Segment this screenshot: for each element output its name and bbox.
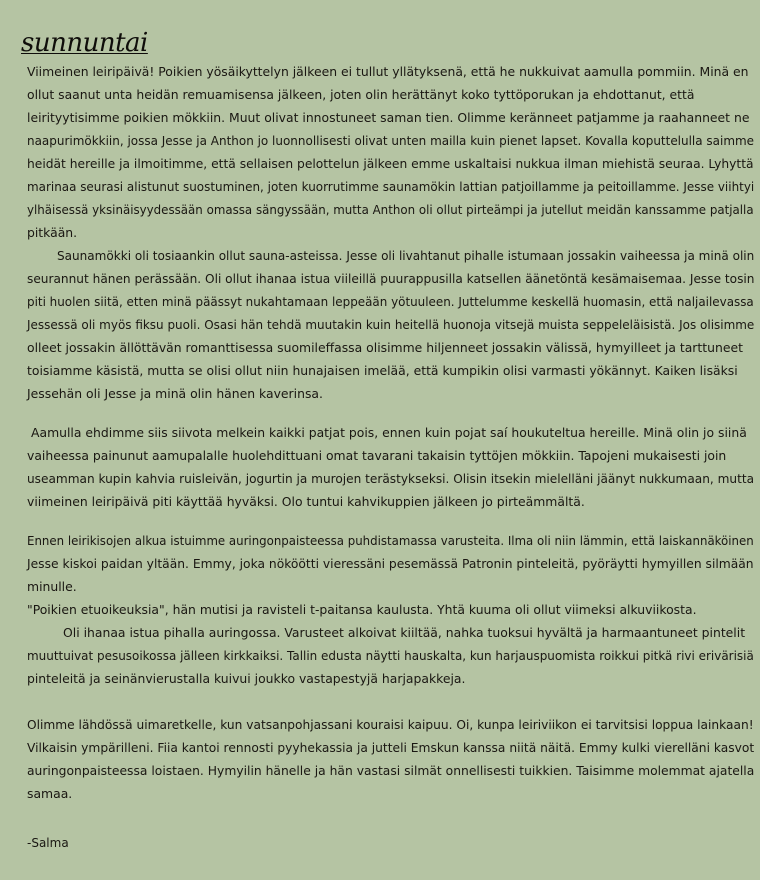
text-line: ollut saanut unta heidän remuamisensa jälkeen, joten olin herättänyt koko tyttöporukan ja ehdottanut, että	[27, 87, 695, 102]
text-line: Viimeinen leiripäivä! Poikien yösäikyttelyn jälkeen ei tullut yllätyksenä, että he nukkuivat aamulla pommiin. Minä en	[27, 64, 749, 79]
text-line: auringonpaisteessa loistaen. Hymyilin hänelle ja hän vastasi silmät onnellisesti tuikkien. Taisimme molemmat ajatella	[27, 763, 755, 778]
text-line: toisiamme käsistä, mutta se olisi ollut niin hunajaisen imelää, että kumpikin olisi varmasti yökännyt. Kaiken lisäksi	[27, 363, 738, 378]
text-line: "Poikien etuoikeuksia", hän mutisi ja ravisteli t-paitansa kaulusta. Yhtä kuuma oli ollut viimeksi alkuviikosta.	[27, 602, 697, 617]
signature: -Salma	[27, 836, 69, 850]
text-line: Ennen leirikisojen alkua istuimme auringonpaisteessa puhdistamassa varusteita. Ilma oli niin lämmin, että laiskannäköinen	[27, 533, 754, 548]
text-line: seurannut hänen perässään. Oli ollut ihanaa istua viileillä puurappusilla katsellen äänetöntä kesämaisemaa. Jesse tosin	[27, 271, 755, 286]
text-line: useamman kupin kahvia ruisleivän, jogurtin ja murojen terästykseksi. Olisin itsekin mielelläni jäänyt nukkumaan, mutta	[27, 471, 755, 486]
text-line: Saunamökki oli tosiaankin ollut sauna-asteissa. Jesse oli livahtanut pihalle istumaan jossakin vaiheessa ja minä olin	[57, 248, 755, 263]
text-line: marinaa seurasi alistunut suostuminen, joten kuorrutimme saunamökin lattian patjoillamme ja peitoillamme. Jesse viihtyi	[27, 179, 755, 194]
text-line: viimeinen leiripäivä piti käyttää hyväksi. Olo tuntui kahvikuppien jälkeen jo pirteämmältä.	[27, 494, 585, 509]
text-line: piti huolen siitä, etten minä päässyt nukahtamaan leppeään yötuuleen. Juttelumme keskellä huomasin, että naljailevassa	[27, 294, 754, 309]
text-line: naapurimökkiin, jossa Jesse ja Anthon jo luonnollisesti olivat unten mailla kuin pienet lapset. Kovalla koputtelulla saimme	[27, 133, 755, 148]
text-line: Aamulla ehdimme siis siivota melkein kaikki patjat pois, ennen kuin pojat saí houkuteltua hereille. Minä olin jo siinä	[31, 425, 747, 440]
text-line: Jesse kiskoi paidan yltään. Emmy, joka nököötti vieressäni pesemässä Patronin pinteleitä, pyöräytti hymyillen silmään	[27, 556, 754, 571]
text-line: samaa.	[27, 786, 73, 801]
text-line: Jessessä oli myös fiksu puoli. Osasi hän tehdä muutakin kuin heitellä huonoja vitsejä muista seppeleläisistä. Jos olisimme	[27, 317, 755, 332]
text-line: Oli ihanaa istua pihalla auringossa. Varusteet alkoivat kiiltää, nahka tuoksui hyvältä ja harmaantuneet pintelit	[63, 625, 746, 640]
text-line: Jessehän oli Jesse ja minä olin hänen kaverinsa.	[27, 386, 323, 401]
page-title: sunnuntai	[21, 28, 148, 58]
text-line: minulle.	[27, 579, 77, 594]
text-line: heidät hereille ja ilmoitimme, että sellaisen pelottelun jälkeen emme uskaltaisi nukkua ilman miehistä seuraa. Lyhyttä	[27, 156, 754, 171]
text-line: pinteleitä ja seinänvierustalla kuivui joukko vastapestyjä harjapakkeja.	[27, 671, 466, 686]
text-line: pitkään.	[27, 225, 78, 240]
text-line: Vilkaisin ympärilleni. Fiia kantoi rennosti pyyhekassia ja jutteli Emskun kanssa niitä näitä. Emmy kulki vierelläni kasvot	[27, 740, 755, 755]
text-line: Olimme lähdössä uimaretkelle, kun vatsanpohjassani kouraisi kaipuu. Oi, kunpa leiriviikon ei tarvitsisi loppua lainkaan!	[27, 717, 754, 732]
text-line: ylhäisessä yksinäisyydessään omassa sängyssään, mutta Anthon oli ollut pirteämpi ja jutellut meidän kanssamme patjalla	[27, 202, 754, 217]
text-line: vaiheessa painunut aamupalalle huolehdittuani omat tavarani takaisin tyttöjen mökkiin. Tapojeni mukaisesti join	[27, 448, 727, 463]
text-line: leirityytisimme poikien mökkiin. Muut olivat innostuneet saman tien. Olimme keränneet patjamme ja raahanneet ne	[27, 110, 750, 125]
text-line: olleet jossakin ällöttävän romanttisessa suomileffassa olisimme hiljenneet jossakin välissä, hymyilleet ja tarttuneet	[27, 340, 743, 355]
text-line: muuttuivat pesusoikossa jälleen kirkkaiksi. Tallin edusta näytti hauskalta, kun harjauspuomista roikkui pitkä rivi erivärisiä	[27, 648, 754, 663]
